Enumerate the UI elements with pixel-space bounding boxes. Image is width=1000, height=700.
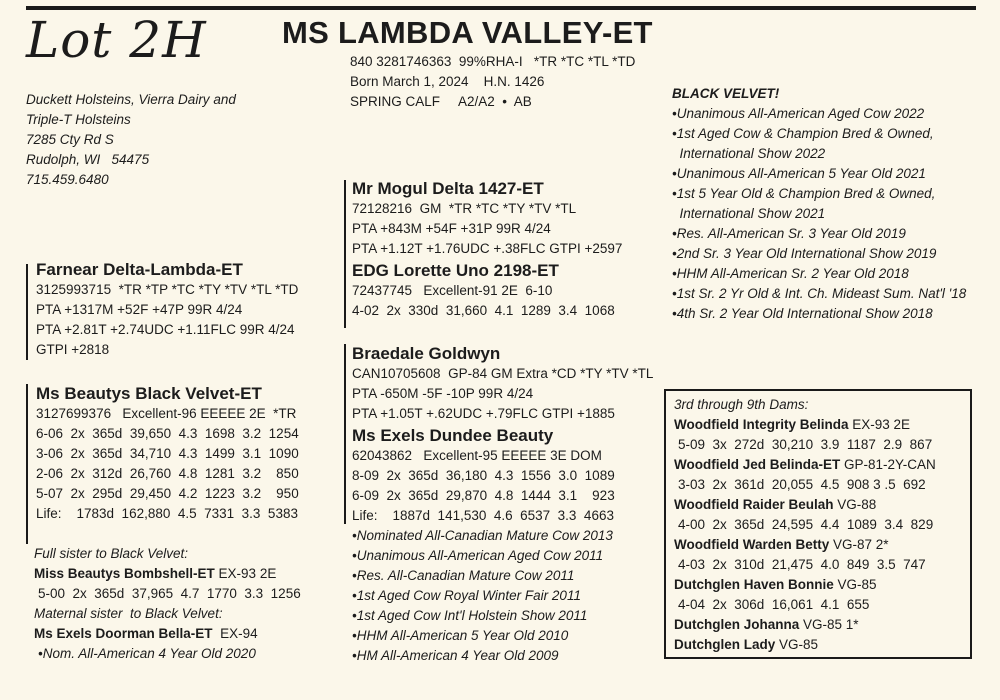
dam-of-dam-honor: •HHM All-American 5 Year Old 2010 [352,628,569,643]
dam-of-dam-honor: •Res. All-Canadian Mature Cow 2011 [352,568,575,583]
black-velvet-honor: •2nd Sr. 3 Year Old International Show 2019 [672,246,937,261]
sire-name: Farnear Delta-Lambda-ET [36,260,243,279]
consignor-line: Triple-T Holsteins [26,112,131,127]
dam-entry-name: Woodfield Integrity Belinda [674,417,849,432]
dam-entry-record: 5-09 3x 272d 30,210 3.9 1187 2.9 867 [678,437,933,452]
sire-of-sire-line: PTA +843M +54F +31P 99R 4/24 [352,221,551,236]
dam-of-dam-honor: •HM All-American 4 Year Old 2009 [352,648,559,663]
dam-entry-class: VG-85 1* [799,617,859,632]
dam-of-dam-line: Life: 1887d 141,530 4.6 6537 3.3 4663 [352,508,614,523]
sire-of-sire-block [352,179,622,259]
black-velvet-honor: •1st Aged Cow & Champion Bred & Owned, [672,126,934,141]
dam-of-sire-line: 4-02 2x 330d 31,660 4.1 1289 3.4 1068 [352,303,615,318]
sisters-block [34,544,301,664]
dam-line: Life: 1783d 162,880 4.5 7331 3.3 5383 [36,506,298,521]
sire-of-dam-line: PTA +1.05T +.62UDC +.79FLC GTPI +1885 [352,406,615,421]
header-info-line: Born March 1, 2024 H.N. 1426 [350,74,545,89]
dam-of-dam-honor: •1st Aged Cow Int'l Holstein Show 2011 [352,608,588,623]
full-sister-class: EX-93 2E [214,566,277,581]
dam-name: Ms Beautys Black Velvet-ET [36,384,262,403]
black-velvet-heading: BLACK VELVET! [672,86,780,101]
dams-box-heading: 3rd through 9th Dams: [674,397,809,412]
sire-of-dam-line: CAN10705608 GP-84 GM Extra *CD *TY *TV *TL [352,366,654,381]
maternal-sister-class: EX-94 [212,626,258,641]
dam-entry-name: Woodfield Raider Beulah [674,497,834,512]
dam-entry-class: VG-85 [775,637,819,652]
black-velvet-honor: •Unanimous All-American Aged Cow 2022 [672,106,925,121]
consignor-line: 715.459.6480 [26,172,109,187]
sire-of-dam-block [352,344,653,424]
black-velvet-honor: •Res. All-American Sr. 3 Year Old 2019 [672,226,906,241]
sire-block [36,260,298,360]
dam-line: 5-07 2x 295d 29,450 4.2 1223 3.2 950 [36,486,299,501]
dam-of-dam-line: 8-09 2x 365d 36,180 4.3 1556 3.0 1089 [352,468,615,483]
sire-line: PTA +2.81T +2.74UDC +1.11FLC 99R 4/24 [36,322,295,337]
dam-of-sire-name: EDG Lorette Uno 2198-ET [352,261,559,280]
dam-entry-name: Dutchglen Lady [674,637,776,652]
dam-entry-class: VG-88 [833,497,877,512]
dam-entry-class: VG-87 2* [829,537,889,552]
black-velvet-honor: International Show 2021 [672,206,826,221]
black-velvet-honor: International Show 2022 [672,146,826,161]
lot-number: Lot 2H [26,11,207,69]
dam-block [36,384,299,524]
dam-of-dam-name: Ms Exels Dundee Beauty [352,426,554,445]
dam-entry-name: Woodfield Warden Betty [674,537,830,552]
consignor-line: Rudolph, WI 54475 [26,152,150,167]
consignor-line: Duckett Holsteins, Vierra Dairy and [26,92,236,107]
dam-entry-record: 3-03 2x 361d 20,055 4.5 908 3 .5 692 [678,477,926,492]
sire-of-sire-name: Mr Mogul Delta 1427-ET [352,179,544,198]
maternal-sister-label: Maternal sister to Black Velvet: [34,606,223,621]
maternal-sister-name: Ms Exels Doorman Bella-ET [34,626,213,641]
sire-line: PTA +1317M +52F +47P 99R 4/24 [36,302,243,317]
header-info [350,52,635,112]
consignor-line: 7285 Cty Rd S [26,132,114,147]
header-info-line: SPRING CALF A2/A2 • AB [350,94,532,109]
dam-line: 6-06 2x 365d 39,650 4.3 1698 3.2 1254 [36,426,299,441]
sire-bracket [26,264,28,360]
black-velvet-honor: •HHM All-American Sr. 2 Year Old 2018 [672,266,909,281]
dam-entry-record: 4-03 2x 310d 21,475 4.0 849 3.5 747 [678,557,926,572]
dam-entry-class: GP-81-2Y-CAN [840,457,936,472]
sire-line: GTPI +2818 [36,342,110,357]
black-velvet-honor: •4th Sr. 2 Year Old International Show 2018 [672,306,933,321]
dam-of-sire-line: 72437745 Excellent-91 2E 6-10 [352,283,553,298]
dam-entry-class: EX-93 2E [848,417,911,432]
dam-of-dam-line: 6-09 2x 365d 29,870 4.8 1444 3.1 923 [352,488,615,503]
dam-entry-record: 4-00 2x 365d 24,595 4.4 1089 3.4 829 [678,517,934,532]
sire-of-dam-line: PTA -650M -5F -10P 99R 4/24 [352,386,534,401]
sire-of-dam-name: Braedale Goldwyn [352,344,501,363]
dam-of-dam-honor: •Nominated All-Canadian Mature Cow 2013 [352,528,613,543]
dam-entry-name: Dutchglen Johanna [674,617,800,632]
dam-line: 3-06 2x 365d 34,710 4.3 1499 3.1 1090 [36,446,299,461]
dam-of-dam-line: 62043862 Excellent-95 EEEEE 3E DOM [352,448,602,463]
black-velvet-honor: •1st 5 Year Old & Champion Bred & Owned, [672,186,936,201]
sire-line: 3125993715 *TR *TP *TC *TY *TV *TL *TD [36,282,299,297]
consignor-block [26,90,236,190]
dam-of-sire-block [352,261,615,321]
header-info-line: 840 3281746363 99%RHA-I *TR *TC *TL *TD [350,54,636,69]
dam-entry-class: VG-85 [833,577,877,592]
dam-entry-name: Dutchglen Haven Bonnie [674,577,834,592]
animal-name-title: MS LAMBDA VALLEY-ET [282,15,653,50]
dam-of-dam-honor: •Unanimous All-American Aged Cow 2011 [352,548,604,563]
sire-sire-bracket [344,180,346,328]
maternal-sister-honor: •Nom. All-American 4 Year Old 2020 [38,646,256,661]
full-sister-record: 5-00 2x 365d 37,965 4.7 1770 3.3 1256 [38,586,301,601]
dam-sire-bracket [344,344,346,524]
dam-line: 3127699376 Excellent-96 EEEEE 2E *TR [36,406,297,421]
black-velvet-honor: •1st Sr. 2 Yr Old & Int. Ch. Mideast Sum. Nat'l '18 [672,286,967,301]
full-sister-label: Full sister to Black Velvet: [34,546,189,561]
black-velvet-honor: •Unanimous All-American 5 Year Old 2021 [672,166,926,181]
dam-entry-name: Woodfield Jed Belinda-ET [674,457,841,472]
dam-of-dam-block [352,426,615,666]
dams-box [664,389,972,659]
black-velvet-block [672,84,966,324]
dam-bracket [26,384,28,544]
sire-of-sire-line: 72128216 GM *TR *TC *TY *TV *TL [352,201,577,216]
dam-line: 2-06 2x 312d 26,760 4.8 1281 3.2 850 [36,466,299,481]
dam-of-dam-honor: •1st Aged Cow Royal Winter Fair 2011 [352,588,581,603]
sire-of-sire-line: PTA +1.12T +1.76UDC +.38FLC GTPI +2597 [352,241,623,256]
dam-entry-record: 4-04 2x 306d 16,061 4.1 655 [678,597,870,612]
full-sister-name: Miss Beautys Bombshell-ET [34,566,215,581]
